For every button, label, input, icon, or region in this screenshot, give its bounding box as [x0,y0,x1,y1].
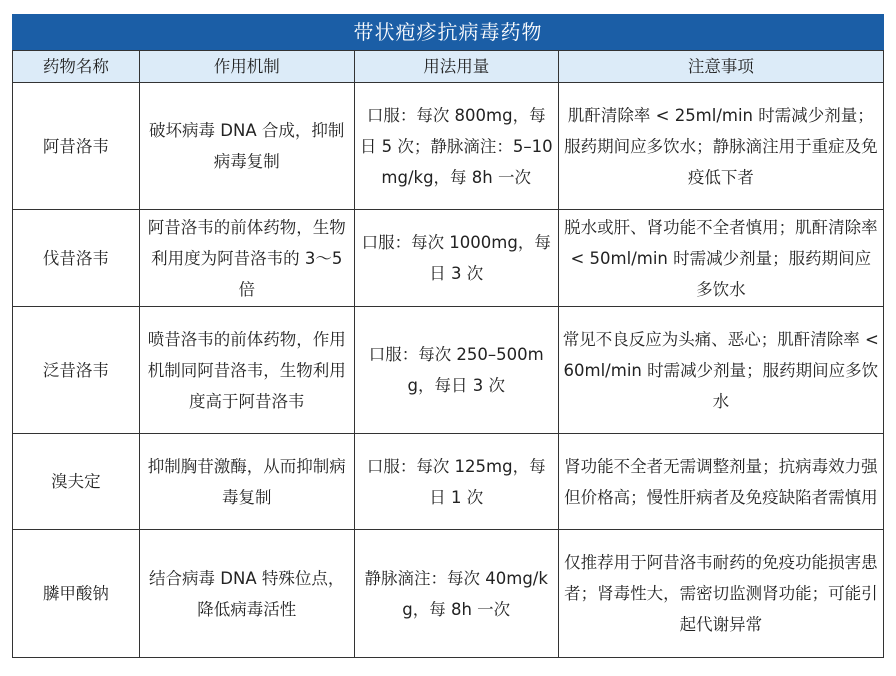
dosage-cell: 口服：每次 1000mg，每日 3 次 [354,210,558,307]
header-row [13,51,884,83]
notes-cell: 脱水或肝、肾功能不全者慎用；肌酐清除率 < 50ml/min 时需减少剂量；服药期间应多饮水 [558,210,883,307]
table-row [13,530,884,658]
dosage-cell: 口服：每次 250–500mg，每日 3 次 [354,307,558,434]
mechanism-cell: 破坏病毒 DNA 合成，抑制病毒复制 [139,83,354,210]
table-title: 带状疱疹抗病毒药物 [12,14,884,50]
mechanism-cell: 抑制胸苷激酶，从而抑制病毒复制 [139,434,354,530]
drug-name-cell: 膦甲酸钠 [13,530,140,658]
header-notes: 注意事项 [558,51,883,83]
notes-cell: 肌酐清除率 < 25ml/min 时需减少剂量；服药期间应多饮水；静脉滴注用于重症及免疫低下者 [558,83,883,210]
header-mechanism: 作用机制 [139,51,354,83]
drug-name-cell: 溴夫定 [13,434,140,530]
dosage-cell: 口服：每次 125mg，每日 1 次 [354,434,558,530]
notes-cell: 仅推荐用于阿昔洛韦耐药的免疫功能损害患者；肾毒性大，需密切监测肾功能；可能引起代谢异常 [558,530,883,658]
table-row [13,434,884,530]
table-row [13,307,884,434]
drug-table-container [12,14,884,658]
table-row [13,210,884,307]
drug-name-cell: 阿昔洛韦 [13,83,140,210]
notes-cell: 肾功能不全者无需调整剂量；抗病毒效力强但价格高；慢性肝病者及免疫缺陷者需慎用 [558,434,883,530]
mechanism-cell: 阿昔洛韦的前体药物，生物利用度为阿昔洛韦的 3～5 倍 [139,210,354,307]
mechanism-cell: 结合病毒 DNA 特殊位点，降低病毒活性 [139,530,354,658]
drug-name-cell: 伐昔洛韦 [13,210,140,307]
dosage-cell: 静脉滴注：每次 40mg/kg，每 8h 一次 [354,530,558,658]
header-drug-name: 药物名称 [13,51,140,83]
header-dosage: 用法用量 [354,51,558,83]
notes-cell: 常见不良反应为头痛、恶心；肌酐清除率 < 60ml/min 时需减少剂量；服药期间应多饮水 [558,307,883,434]
drug-table [12,50,884,658]
drug-name-cell: 泛昔洛韦 [13,307,140,434]
dosage-cell: 口服：每次 800mg，每日 5 次；静脉滴注：5–10mg/kg，每 8h 一次 [354,83,558,210]
table-row [13,83,884,210]
mechanism-cell: 喷昔洛韦的前体药物，作用机制同阿昔洛韦，生物利用度高于阿昔洛韦 [139,307,354,434]
